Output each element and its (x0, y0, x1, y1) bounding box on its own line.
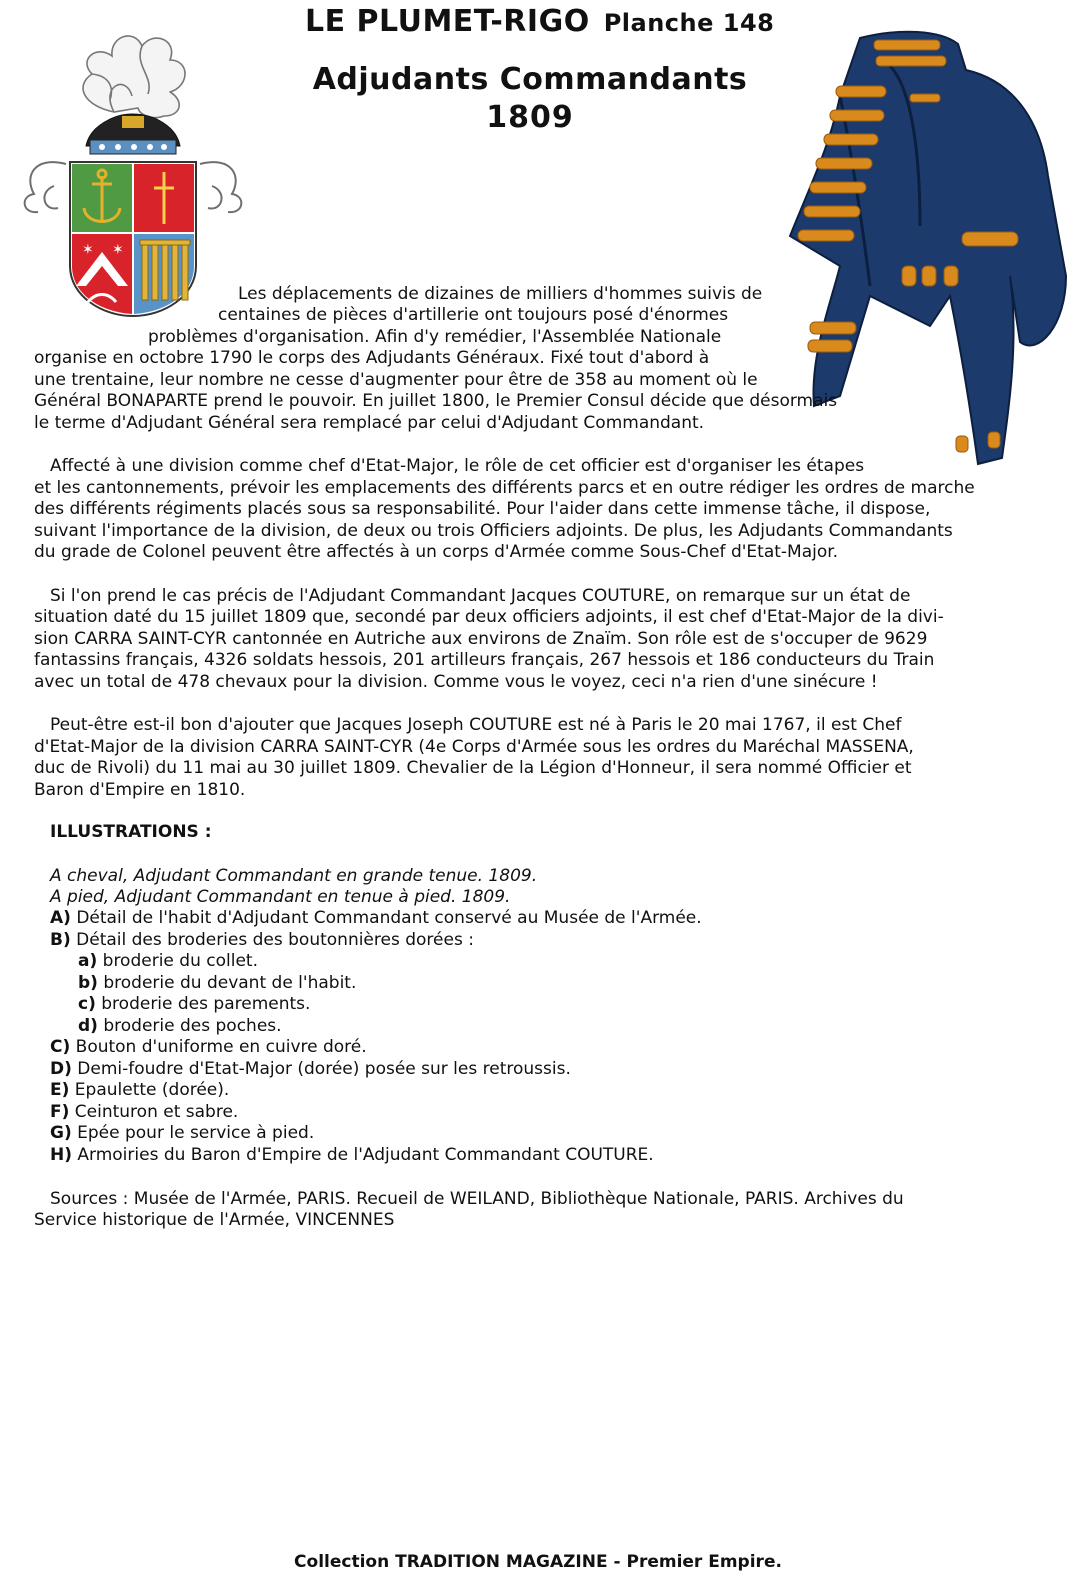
item-key: B) (50, 930, 71, 950)
illustration-subitem (78, 994, 310, 1015)
illustration-subitem (78, 951, 258, 972)
illustration-item (50, 908, 702, 929)
item-text: broderie des poches. (97, 1016, 282, 1036)
page-year: 1809 (486, 100, 574, 135)
intro-line: une trentaine, leur nombre ne cesse d'augmenter pour être de 358 au moment où le (34, 370, 758, 390)
paragraph-line: fantassins français, 4326 soldats hessois, 201 artilleurs français, 267 hessois et 186 conducteurs du Train (34, 650, 935, 670)
item-key: F) (50, 1102, 70, 1122)
item-key: b) (78, 973, 98, 993)
intro-line: problèmes d'organisation. Afin d'y remédier, l'Assemblée Nationale (148, 327, 722, 347)
paragraph-line: d'Etat-Major de la division CARRA SAINT-CYR (4e Corps d'Armée sous les ordres du Maréchal MASSENA, (34, 737, 914, 757)
item-key: d) (78, 1016, 98, 1036)
paragraph-line: Si l'on prend le cas précis de l'Adjudant Commandant Jacques COUTURE, on remarque sur un état de (50, 586, 911, 606)
paragraph-line: et les cantonnements, prévoir les emplacements des différents parcs et en outre rédiger les ordres de marche (34, 478, 975, 498)
item-key: G) (50, 1123, 72, 1143)
svg-text:✶: ✶ (112, 242, 124, 258)
item-text: broderie du devant de l'habit. (97, 973, 357, 993)
item-text: Epaulette (dorée). (69, 1080, 230, 1100)
intro-line: Général BONAPARTE prend le pouvoir. En juillet 1800, le Premier Consul décide que désormais (34, 391, 838, 411)
item-text: Détail de l'habit d'Adjudant Commandant conservé au Musée de l'Armée. (70, 908, 702, 928)
illustration-item (50, 1037, 367, 1058)
item-text: Ceinturon et sabre. (69, 1102, 239, 1122)
paragraph-line: du grade de Colonel peuvent être affectés à un corps d'Armée comme Sous-Chef d'Etat-Major. (34, 542, 839, 562)
item-key: A) (50, 908, 71, 928)
item-key: H) (50, 1145, 72, 1165)
illustration-caption: A cheval, Adjudant Commandant en grande tenue. 1809. (50, 866, 538, 886)
item-text: Bouton d'uniforme en cuivre doré. (70, 1037, 367, 1057)
page-subtitle: Adjudants Commandants (312, 62, 748, 97)
footer-credit: Collection TRADITION MAGAZINE - Premier Empire. (294, 1552, 782, 1572)
illustration-subitem (78, 973, 356, 994)
illustration-item (50, 1080, 229, 1101)
page-title (305, 4, 774, 39)
illustration-item (50, 1145, 654, 1166)
intro-line: centaines de pièces d'artillerie ont toujours posé d'énormes (218, 305, 729, 325)
sources-line: Service historique de l'Armée, VINCENNES (34, 1210, 395, 1230)
item-text: Epée pour le service à pied. (71, 1123, 315, 1143)
paragraph-line: suivant l'importance de la division, de deux ou trois Officiers adjoints. De plus, les Adjudants Commandants (34, 521, 953, 541)
illustrations-heading: ILLUSTRATIONS : (50, 822, 212, 842)
paragraph-line: Baron d'Empire en 1810. (34, 780, 246, 800)
intro-line: Les déplacements de dizaines de milliers d'hommes suivis de (238, 284, 763, 304)
paragraph-line: avec un total de 478 chevaux pour la division. Comme vous le voyez, ceci n'a rien d'une sinécure ! (34, 672, 878, 692)
item-key: C) (50, 1037, 71, 1057)
illustration-caption: A pied, Adjudant Commandant en tenue à pied. 1809. (50, 887, 511, 907)
illustration-item (50, 1059, 571, 1080)
paragraph-line: des différents régiments placés sous sa responsabilité. Pour l'aider dans cette immense tâche, il dispose, (34, 499, 931, 519)
paragraph-line: Peut-être est-il bon d'ajouter que Jacques Joseph COUTURE est né à Paris le 20 mai 1767, il est Chef (50, 715, 902, 735)
item-key: D) (50, 1059, 72, 1079)
item-key: a) (78, 951, 98, 971)
item-text: Détail des broderies des boutonnières dorées : (70, 930, 474, 950)
item-text: Demi-foudre d'Etat-Major (dorée) posée sur les retroussis. (71, 1059, 571, 1079)
paragraph-line: duc de Rivoli) du 11 mai au 30 juillet 1809. Chevalier de la Légion d'Honneur, il sera nommé Officier et (34, 758, 912, 778)
plate-number: Planche 148 (603, 9, 775, 37)
svg-text:✶: ✶ (82, 242, 94, 258)
illustration-item (50, 1102, 238, 1123)
item-key: c) (78, 994, 96, 1014)
paragraph-line: sion CARRA SAINT-CYR cantonnée en Autriche aux environs de Znaïm. Son rôle est de s'occuper de 9629 (34, 629, 928, 649)
item-text: broderie des parements. (95, 994, 311, 1014)
sources-line: Sources : Musée de l'Armée, PARIS. Recueil de WEILAND, Bibliothèque Nationale, PARIS. Archives du (50, 1189, 904, 1209)
illustration-subitem (78, 1016, 282, 1037)
intro-line: le terme d'Adjudant Général sera remplacé par celui d'Adjudant Commandant. (34, 413, 705, 433)
title-text: LE PLUMET-RIGO (305, 4, 590, 39)
illustration-item (50, 930, 474, 951)
intro-line: organise en octobre 1790 le corps des Adjudants Généraux. Fixé tout d'abord à (34, 348, 710, 368)
paragraph-line: situation daté du 15 juillet 1809 que, secondé par deux officiers adjoints, il est chef d'Etat-Major de la divi- (34, 607, 944, 627)
item-text: Armoiries du Baron d'Empire de l'Adjudant Commandant COUTURE. (72, 1145, 654, 1165)
item-text: broderie du collet. (97, 951, 258, 971)
item-key: E) (50, 1080, 70, 1100)
coat-of-arms-image (14, 16, 250, 320)
illustration-item (50, 1123, 314, 1144)
paragraph-line: Affecté à une division comme chef d'Etat-Major, le rôle de cet officier est d'organiser les étapes (50, 456, 865, 476)
